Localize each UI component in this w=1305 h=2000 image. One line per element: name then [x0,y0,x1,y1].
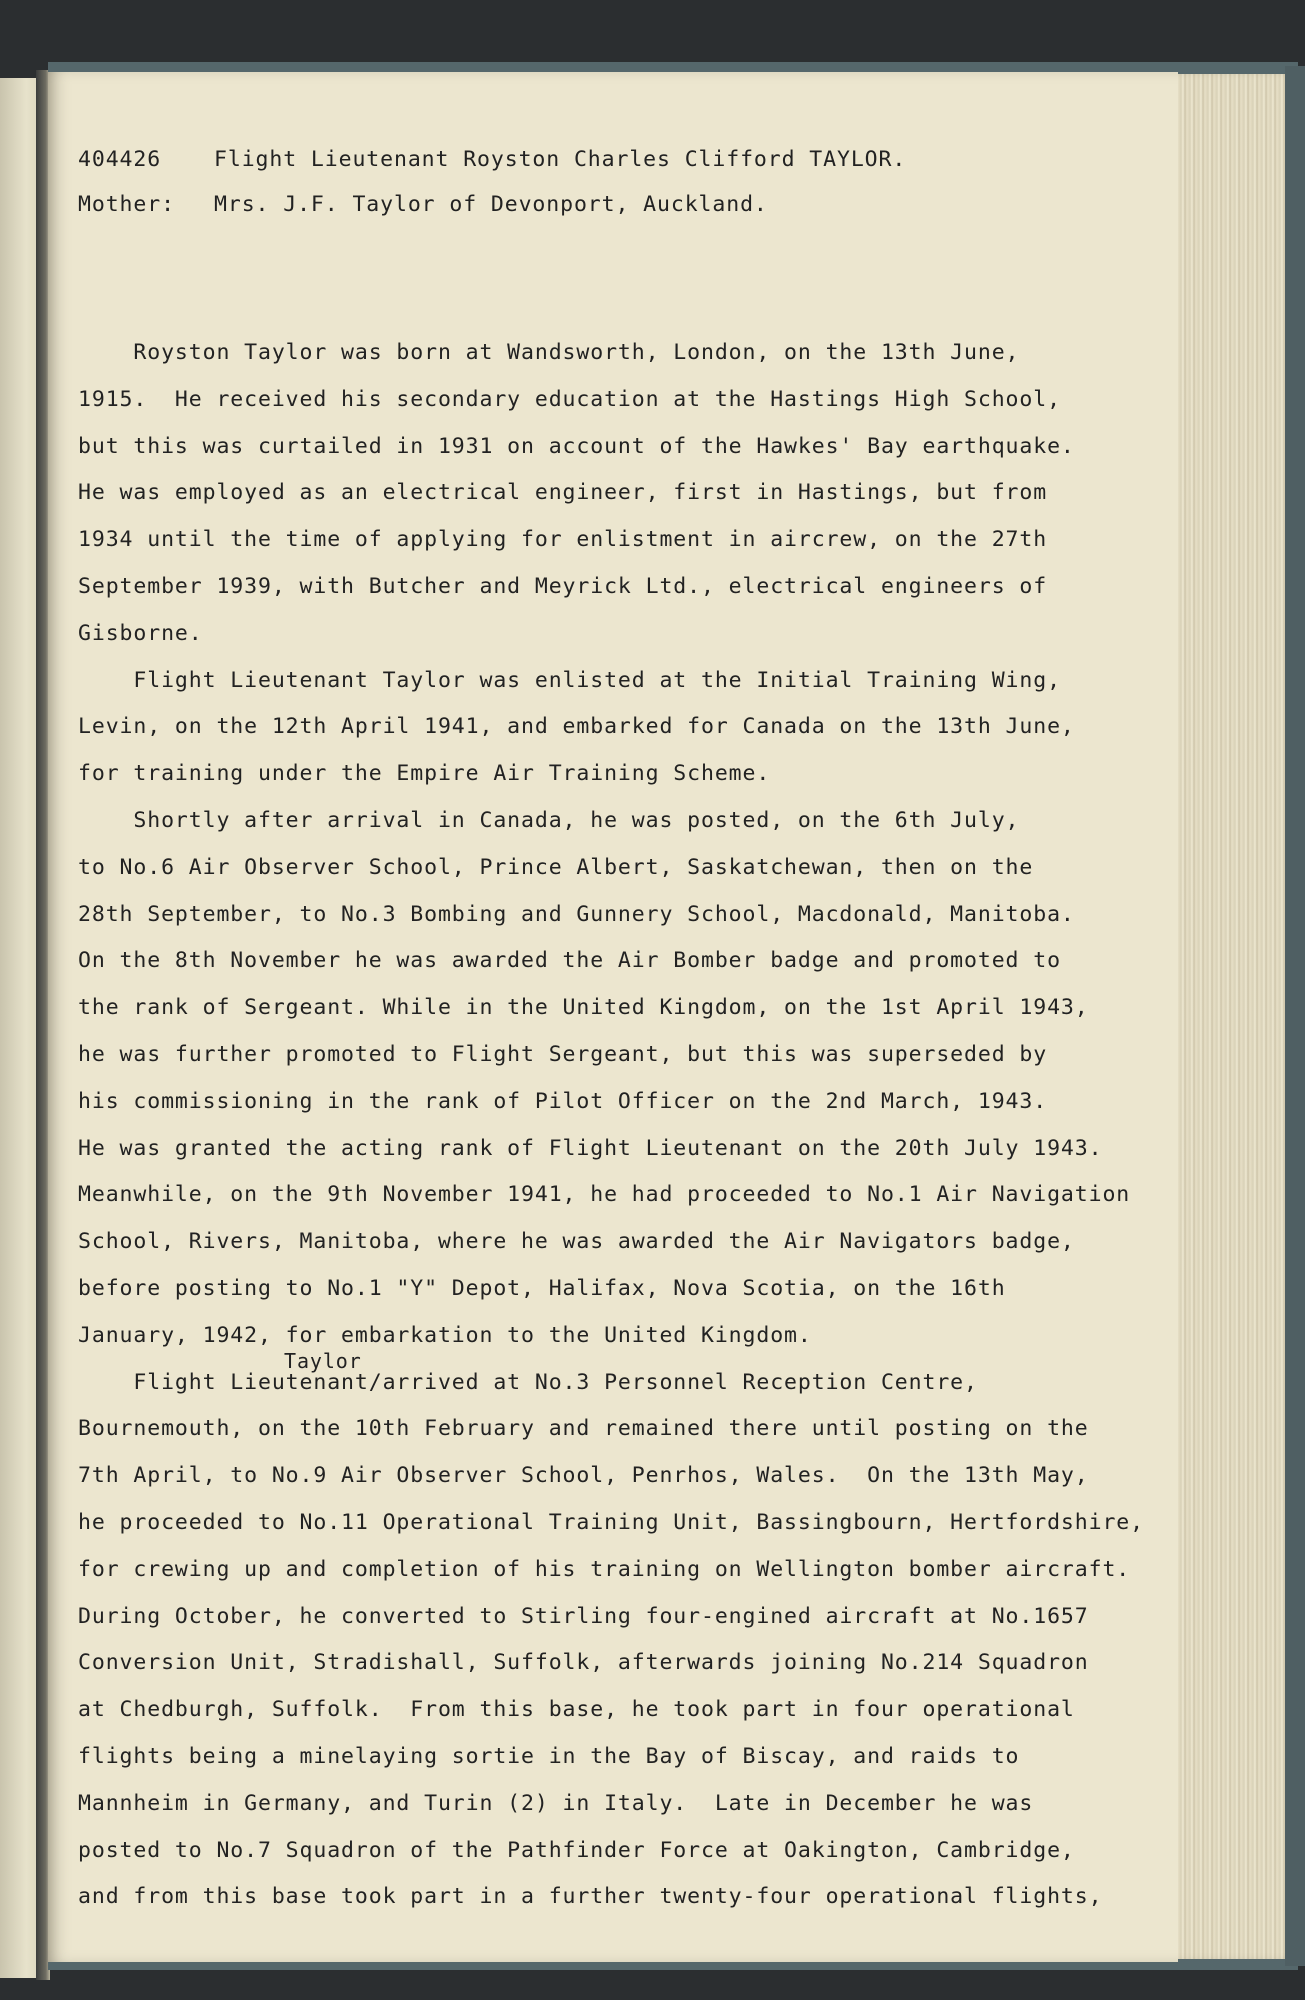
book-cover-right [1285,66,1305,1966]
body-line: he was further promoted to Flight Sergeant, but this was superseded by [78,1042,1048,1067]
body-line: During October, he converted to Stirling four-engined aircraft at No.1657 [78,1603,1089,1629]
body-line: Flight Lieutenant/arrived at No.3 Personnel Reception Centre, [78,1369,978,1395]
body-line: He was employed as an electrical engineer, first in Hastings, but from [78,480,1048,506]
body-line: On the 8th November he was awarded the Air Bomber badge and promoted to [78,948,1061,974]
body-line: and from this base took part in a further twenty-four operational flights, [78,1884,1103,1910]
inserted-word: Taylor [284,1349,362,1373]
body-line: He was granted the acting rank of Flight Lieutenant on the 20th July 1943. [78,1135,1103,1161]
body-line: flights being a minelaying sortie in the Bay of Biscay, and raids to [78,1744,1020,1769]
body-line: Royston Taylor was born at Wandsworth, London, on the 13th June, [78,340,1020,365]
body-line: Flight Lieutenant Taylor was enlisted at the Initial Training Wing, [78,667,1061,693]
page-edges [1160,74,1289,1959]
body-line: Shortly after arrival in Canada, he was posted, on the 6th July, [78,808,1020,833]
body-line: Levin, on the 12th April 1941, and embarked for Canada on the 13th June, [78,714,1075,740]
body-line: he proceeded to No.11 Operational Training Unit, Bassingbourn, Hertfordshire, [78,1510,1144,1535]
body-line: School, Rivers, Manitoba, where he was awarded the Air Navigators badge, [78,1229,1075,1255]
body-line: 28th September, to No.3 Bombing and Gunnery School, Macdonald, Manitoba. [78,901,1075,927]
body-line: Meanwhile, on the 9th November 1941, he had proceeded to No.1 Air Navigation [78,1182,1131,1208]
body-line: for training under the Empire Air Training Scheme. [78,761,771,787]
body-line: at Chedburgh, Suffolk. From this base, he took part in four operational [78,1697,1075,1723]
body-line: 1934 until the time of applying for enlistment in aircrew, on the 27th [78,527,1048,553]
body-line: Bournemouth, on the 10th February and remained there until posting on the [78,1416,1089,1442]
body-line: January, 1942, for embarkation to the United Kingdom. [78,1322,812,1348]
body-line: 1915. He received his secondary education at the Hastings High School, [78,386,1061,412]
typed-text [48,72,1178,1962]
mother-value: Mrs. J.F. Taylor of Devonport, Auckland. [214,192,768,217]
body-line: 7th April, to No.9 Air Observer School, Penrhos, Wales. On the 13th May, [78,1463,1089,1489]
name-line: Flight Lieutenant Royston Charles Clifford TAYLOR. [214,147,907,172]
body-line: but this was curtailed in 1931 on account of the Hawkes' Bay earthquake. [78,433,1075,459]
document-page [48,72,1178,1962]
mother-label: Mother: [78,192,175,217]
body-line: his commissioning in the rank of Pilot Officer on the 2nd March, 1943. [78,1088,1048,1114]
body-line: for crewing up and completion of his training on Wellington bomber aircraft. [78,1556,1131,1582]
body-line: Mannheim in Germany, and Turin (2) in Italy. Late in December he was [78,1790,1034,1816]
service-number: 404426 [78,147,162,172]
body-line: Gisborne. [78,620,203,646]
body-line: before posting to No.1 "Y" Depot, Halifax, Nova Scotia, on the 16th [78,1276,1006,1301]
body-line: Conversion Unit, Stradishall, Suffolk, afterwards joining No.214 Squadron [78,1650,1089,1676]
body-line: posted to No.7 Squadron of the Pathfinder Force at Oakington, Cambridge, [78,1837,1075,1863]
body-line: the rank of Sergeant. While in the United Kingdom, on the 1st April 1943, [78,995,1089,1021]
body-line: to No.6 Air Observer School, Prince Albert, Saskatchewan, then on the [78,854,1034,880]
body-line: September 1939, with Butcher and Meyrick Ltd., electrical engineers of [78,574,1048,599]
